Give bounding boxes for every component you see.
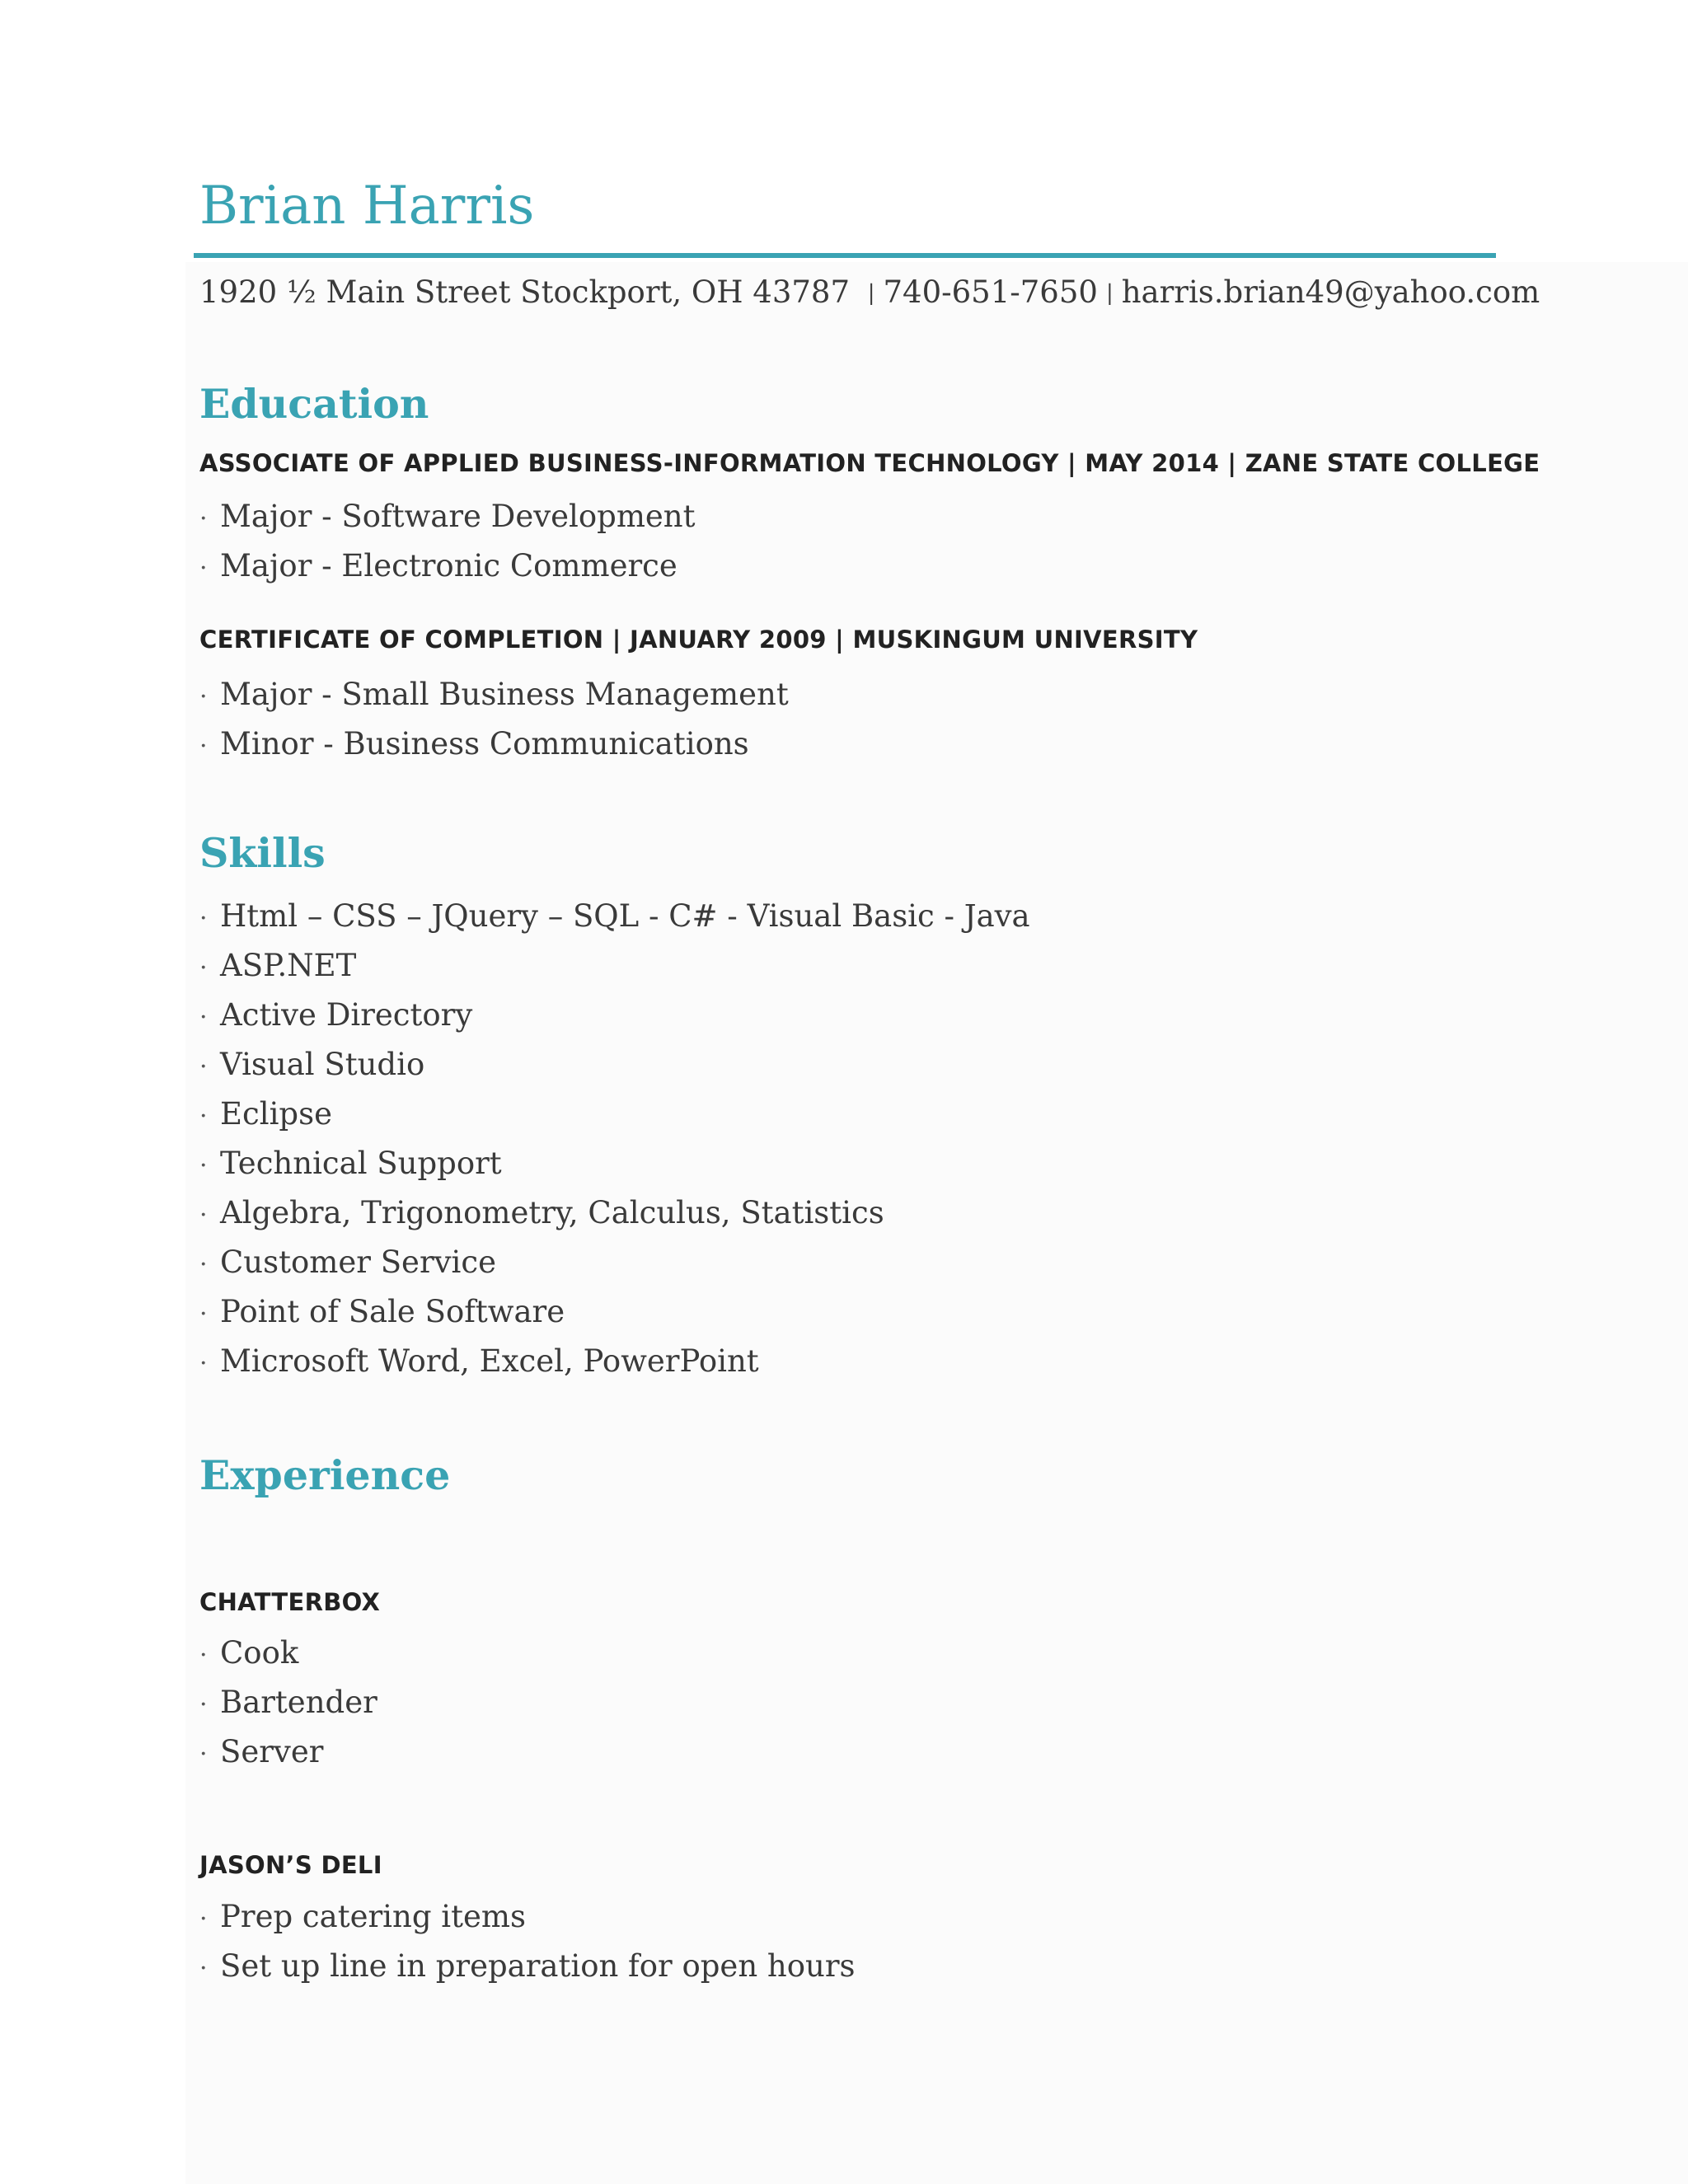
list-item: · Microsoft Word, Excel, PowerPoint xyxy=(199,1337,1030,1386)
contact-phone: 740-651-7650 xyxy=(883,274,1098,310)
education-heading: ASSOCIATE OF APPLIED BUSINESS-INFORMATION TECHNOLOGY | MAY 2014 | ZANE STATE COLLEGE xyxy=(199,449,1540,477)
bullet-icon: · xyxy=(199,1052,208,1081)
list-item: · Bartender xyxy=(199,1678,377,1727)
list-item: · Visual Studio xyxy=(199,1040,1030,1090)
bullet-icon: · xyxy=(199,1690,208,1719)
list-item: · Html – CSS – JQuery – SQL - C# - Visual Basic - Java xyxy=(199,892,1030,941)
bullet-icon: · xyxy=(199,1300,208,1329)
bullet-icon: · xyxy=(199,1641,208,1670)
contact-address: 1920 ½ Main Street Stockport, OH 43787 xyxy=(199,274,850,310)
list-item: · Server xyxy=(199,1727,377,1777)
list-item: · Technical Support xyxy=(199,1139,1030,1188)
contact-separator: | xyxy=(867,281,875,306)
experience-list xyxy=(199,1629,377,1777)
list-item: · Major - Small Business Management xyxy=(199,670,789,719)
bullet-icon: · xyxy=(199,954,208,982)
employer-heading: CHATTERBOX xyxy=(199,1588,381,1616)
education-list xyxy=(199,492,696,591)
bullet-icon: · xyxy=(199,1151,208,1180)
contact-separator: | xyxy=(1105,281,1114,306)
list-item: · Set up line in preparation for open hours xyxy=(199,1942,856,1991)
education-list xyxy=(199,670,789,769)
bullet-icon: · xyxy=(199,732,208,761)
bullet-icon: · xyxy=(199,1102,208,1131)
bullet-icon: · xyxy=(199,1201,208,1230)
list-item: · Major - Electronic Commerce xyxy=(199,541,696,591)
skills-list xyxy=(199,892,1030,1386)
header-divider xyxy=(194,253,1496,258)
list-item: · Point of Sale Software xyxy=(199,1287,1030,1337)
bullet-icon: · xyxy=(199,1003,208,1032)
bullet-icon: · xyxy=(199,1905,208,1933)
list-item: · Eclipse xyxy=(199,1090,1030,1139)
bullet-icon: · xyxy=(199,554,208,583)
bullet-icon: · xyxy=(199,904,208,933)
list-item: · Customer Service xyxy=(199,1238,1030,1287)
section-title-skills: Skills xyxy=(199,829,326,877)
education-heading: CERTIFICATE OF COMPLETION | JANUARY 2009 | MUSKINGUM UNIVERSITY xyxy=(199,626,1198,654)
contact-email: harris.brian49@yahoo.com xyxy=(1121,274,1540,310)
bullet-icon: · xyxy=(199,1740,208,1769)
list-item: · Algebra, Trigonometry, Calculus, Statistics xyxy=(199,1188,1030,1238)
bullet-icon: · xyxy=(199,682,208,711)
bullet-icon: · xyxy=(199,1250,208,1279)
list-item: · Minor - Business Communications xyxy=(199,719,789,769)
contact-line xyxy=(199,272,1540,314)
list-item: · Major - Software Development xyxy=(199,492,696,541)
resume-name: Brian Harris xyxy=(199,176,535,237)
list-item: · ASP.NET xyxy=(199,941,1030,991)
list-item: · Prep catering items xyxy=(199,1892,856,1942)
section-title-education: Education xyxy=(199,380,429,428)
section-title-experience: Experience xyxy=(199,1451,451,1499)
list-item: · Active Directory xyxy=(199,991,1030,1040)
bullet-icon: · xyxy=(199,1349,208,1378)
bullet-icon: · xyxy=(199,1954,208,1983)
experience-list xyxy=(199,1892,856,1991)
employer-heading: JASON’S DELI xyxy=(199,1851,382,1879)
list-item: · Cook xyxy=(199,1629,377,1678)
bullet-icon: · xyxy=(199,504,208,533)
